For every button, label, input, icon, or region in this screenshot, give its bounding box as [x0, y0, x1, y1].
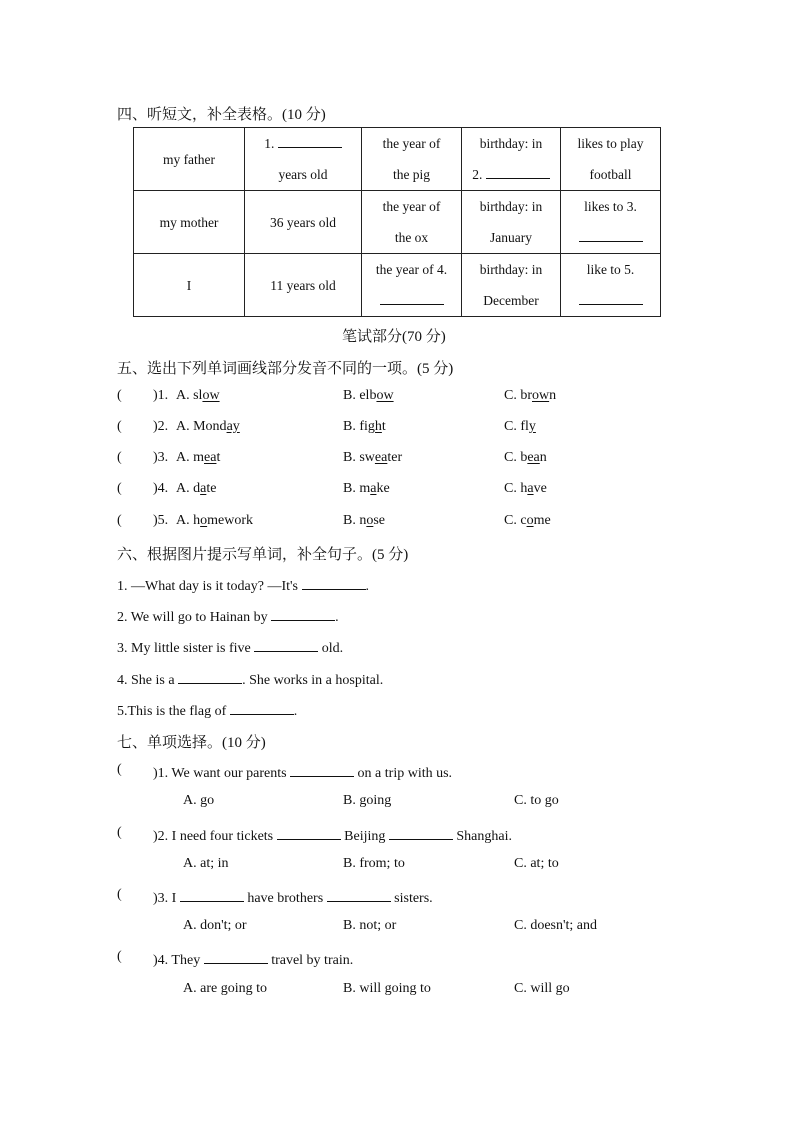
answer-blank-1[interactable] — [278, 133, 342, 148]
question-number: )3. — [153, 450, 169, 465]
cell-text: December — [483, 293, 539, 308]
answer-paren[interactable]: ( — [117, 388, 122, 403]
cell-text: years old — [278, 167, 328, 182]
sentence-text: 3. My little sister is five — [117, 641, 255, 656]
answer-blank[interactable] — [327, 887, 391, 902]
option-b[interactable]: B. will going to — [343, 981, 431, 996]
cell-text: football — [589, 167, 632, 182]
answer-blank[interactable] — [389, 825, 453, 840]
sentence-line — [117, 606, 339, 626]
answer-blank[interactable] — [277, 825, 341, 840]
stem-text: have brothers — [247, 891, 324, 906]
underlined-sound: y — [528, 419, 536, 434]
underlined-sound: ay — [226, 419, 240, 434]
option-c[interactable]: C. will go — [514, 981, 570, 996]
option-c[interactable]: C. fly — [504, 419, 536, 434]
stem-text: I — [171, 891, 177, 906]
sentence-text: . — [335, 610, 339, 625]
question-number: )2. — [153, 829, 172, 844]
question-number: )5. — [153, 513, 169, 528]
table-cell — [362, 191, 462, 254]
sentence-text: . She works in a hospital. — [242, 673, 384, 688]
cell-text: likes to play — [577, 136, 644, 151]
sentence-text: 2. We will go to Hainan by — [117, 610, 272, 625]
answer-blank[interactable] — [180, 887, 244, 902]
option-a[interactable]: A. at; in — [183, 856, 229, 871]
table-cell: 11 years old — [245, 254, 362, 317]
option-a[interactable]: A. homework — [176, 513, 254, 528]
cell-text: the pig — [392, 167, 431, 182]
section-5-title: 五、选出下列单词画线部分发音不同的一项。(5 分) — [117, 361, 454, 377]
sentence-text: 5.This is the flag of — [117, 704, 230, 719]
question-stem — [153, 949, 353, 969]
question-stem — [153, 762, 452, 782]
underlined-sound: ea — [374, 450, 388, 465]
option-c[interactable]: C. doesn't; and — [514, 918, 598, 933]
answer-paren[interactable]: ( — [117, 419, 122, 434]
cell-text: 2. — [472, 167, 483, 182]
sentence-text: . — [365, 579, 369, 594]
table-cell — [462, 128, 561, 191]
question-number: )1. — [153, 766, 172, 781]
cell-text: the year of — [382, 199, 441, 214]
table-cell — [561, 191, 661, 254]
option-b[interactable]: B. not; or — [343, 918, 397, 933]
underlined-sound: ea — [527, 450, 540, 465]
answer-paren[interactable]: ( — [117, 513, 122, 528]
answer-paren[interactable]: ( — [117, 762, 122, 777]
stem-text: They — [171, 953, 201, 968]
table-cell — [462, 254, 561, 317]
option-c[interactable]: C. brown — [504, 388, 557, 403]
sentence-text: 4. She is a — [117, 673, 179, 688]
option-b[interactable]: B. fight — [343, 419, 386, 434]
sentence-text: 1. —What day is it today? —It's — [117, 579, 302, 594]
answer-blank[interactable] — [178, 669, 242, 684]
answer-blank-3[interactable] — [579, 227, 643, 242]
answer-paren[interactable]: ( — [117, 481, 122, 496]
sentence-text: . — [293, 704, 298, 719]
cell-text: like to 5. — [586, 262, 635, 277]
table-cell — [362, 128, 462, 191]
stem-text: Shanghai. — [456, 829, 512, 844]
cell-text: the year of — [382, 136, 441, 151]
answer-blank[interactable] — [254, 637, 318, 652]
option-b[interactable]: B. nose — [343, 513, 386, 528]
option-c[interactable]: C. to go — [514, 793, 559, 808]
section-4-title: 四、听短文，补全表格。(10 分) — [117, 107, 326, 123]
answer-blank[interactable] — [290, 762, 354, 777]
table-cell — [561, 128, 661, 191]
option-a[interactable]: A. are going to — [183, 981, 267, 996]
sentence-line — [117, 669, 383, 689]
question-number: )4. — [153, 481, 169, 496]
option-c[interactable]: C. come — [504, 513, 551, 528]
section-6-title: 六、根据图片提示写单词，补全句子。(5 分) — [117, 547, 409, 563]
answer-blank-2[interactable] — [486, 164, 550, 179]
underlined-sound: o — [526, 513, 534, 528]
underlined-sound: ea — [204, 450, 217, 465]
cell-text: birthday: in — [479, 136, 543, 151]
table-cell: my mother — [134, 191, 245, 254]
stem-text: on a trip with us. — [357, 766, 453, 781]
table-cell: I — [134, 254, 245, 317]
question-stem — [153, 887, 433, 907]
sentence-line — [117, 637, 343, 657]
option-a[interactable]: A. Monday — [176, 419, 240, 434]
answer-blank[interactable] — [302, 575, 366, 590]
stem-text: We want our parents — [171, 766, 287, 781]
underlined-sound: ow — [376, 388, 394, 403]
option-b[interactable]: B. going — [343, 793, 392, 808]
table-row — [134, 191, 661, 254]
cell-text: the ox — [394, 230, 429, 245]
table-row — [134, 254, 661, 317]
option-c[interactable]: C. bean — [504, 450, 547, 465]
cell-text: 1. — [264, 136, 275, 151]
cell-text: likes to 3. — [584, 199, 637, 214]
option-a[interactable]: A. date — [176, 481, 217, 496]
question-number: )1. — [153, 388, 169, 403]
option-c[interactable]: C. at; to — [514, 856, 559, 871]
option-b[interactable]: B. elbow — [343, 388, 394, 403]
option-a[interactable]: A. go — [183, 793, 215, 808]
table-row — [134, 128, 661, 191]
option-b[interactable]: B. from; to — [343, 856, 405, 871]
table-cell — [462, 191, 561, 254]
underlined-sound: gh — [367, 419, 382, 434]
option-b[interactable]: B. make — [343, 481, 390, 496]
cell-text: the year of 4. — [375, 262, 448, 277]
table-cell — [561, 254, 661, 317]
option-a[interactable]: A. meat — [176, 450, 221, 465]
option-a[interactable]: A. don't; or — [183, 918, 247, 933]
question-number: )3. — [153, 891, 172, 906]
answer-paren[interactable]: ( — [117, 949, 122, 964]
option-a[interactable]: A. slow — [176, 388, 220, 403]
answer-blank-4[interactable] — [380, 290, 444, 305]
question-number: )4. — [153, 953, 172, 968]
cell-text: birthday: in — [479, 262, 543, 277]
cell-text: January — [490, 230, 532, 245]
answer-blank[interactable] — [230, 700, 294, 715]
underlined-sound: a — [527, 481, 534, 496]
written-part-heading: 笔试部分(70 分) — [342, 329, 446, 345]
question-stem — [153, 825, 512, 845]
underlined-sound: ow — [202, 388, 220, 403]
underlined-sound: ow — [532, 388, 550, 403]
stem-text: travel by train. — [271, 953, 354, 968]
cell-text: birthday: in — [479, 199, 543, 214]
table-cell: 36 years old — [245, 191, 362, 254]
answer-paren[interactable]: ( — [117, 825, 122, 840]
stem-text: I need four tickets — [171, 829, 274, 844]
option-c[interactable]: C. have — [504, 481, 547, 496]
stem-text: Beijing — [344, 829, 386, 844]
sentence-line — [117, 700, 297, 720]
underlined-sound: o — [200, 513, 208, 528]
stem-text: sisters. — [394, 891, 433, 906]
option-b[interactable]: B. sweater — [343, 450, 403, 465]
table-cell — [245, 128, 362, 191]
table-cell: my father — [134, 128, 245, 191]
section-7-title: 七、单项选择。(10 分) — [117, 735, 266, 751]
answer-blank[interactable] — [204, 949, 268, 964]
table-cell — [362, 254, 462, 317]
underlined-sound: o — [366, 513, 374, 528]
answer-blank-5[interactable] — [579, 290, 643, 305]
underlined-sound: a — [370, 481, 377, 496]
question-number: )2. — [153, 419, 169, 434]
answer-blank[interactable] — [271, 606, 335, 621]
sentence-text: old. — [318, 641, 344, 656]
underlined-sound: a — [200, 481, 207, 496]
info-table — [133, 127, 661, 317]
sentence-line — [117, 575, 369, 595]
answer-paren[interactable]: ( — [117, 450, 122, 465]
answer-paren[interactable]: ( — [117, 887, 122, 902]
